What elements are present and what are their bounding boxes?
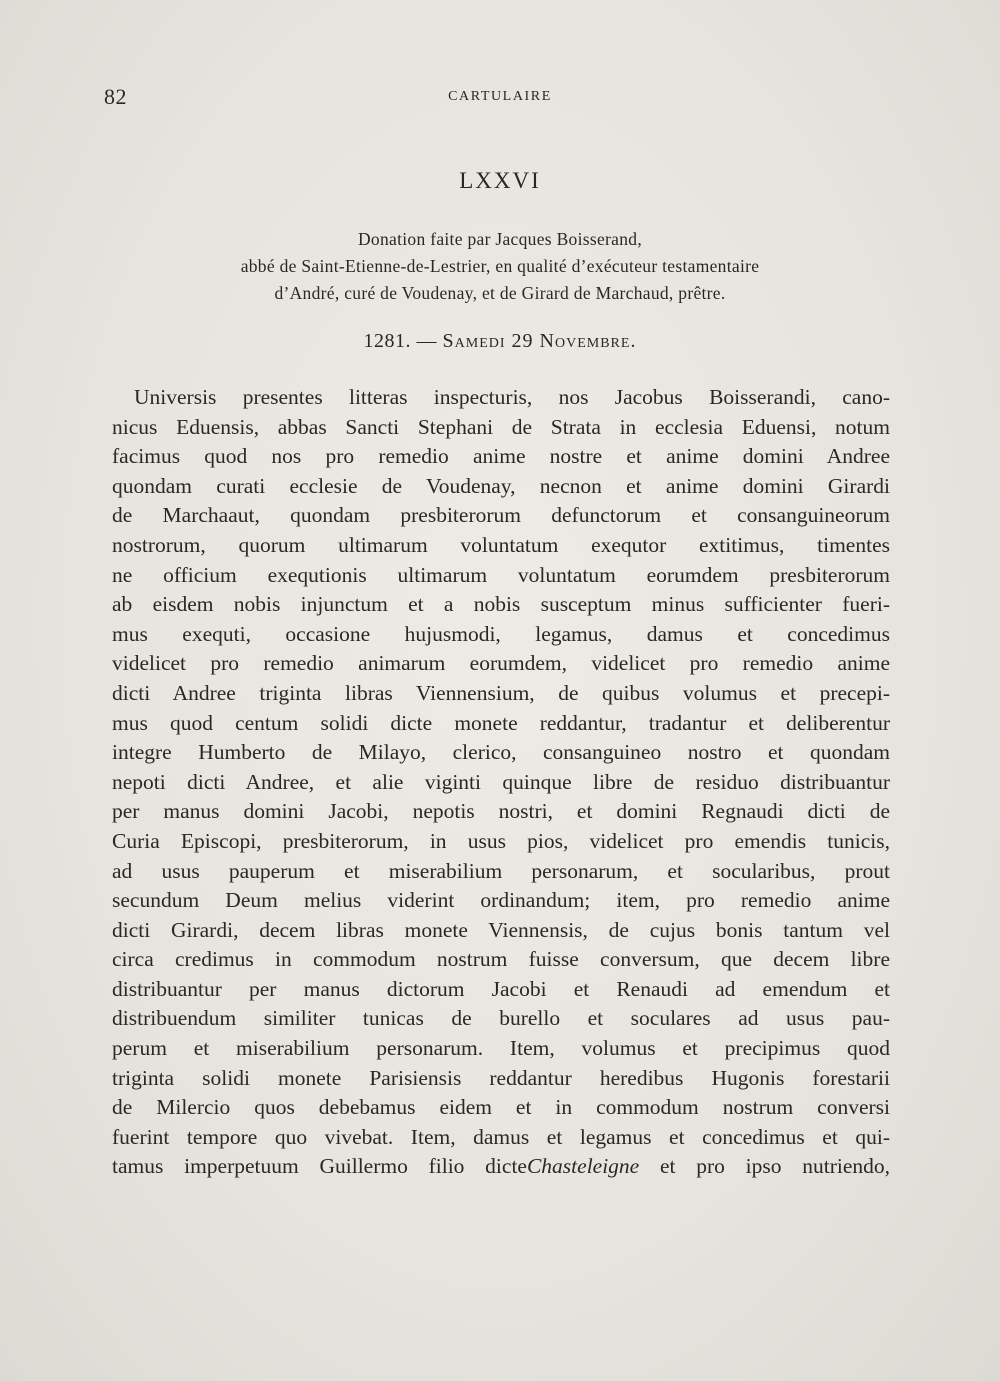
italic-name: Chasteleigne xyxy=(526,1154,640,1179)
text-line: secundum Deum melius viderint ordinandum; item, pro remedio anime xyxy=(112,888,890,913)
text-line: perum et miserabilium personarum. Item, volumus et precipimus quod xyxy=(112,1036,890,1061)
date-day: Samedi 29 Novembre. xyxy=(442,330,637,352)
text-line: de Marchaaut, quondam presbiterorum defunctorum et consanguineorum xyxy=(112,503,890,528)
text-line: nicus Eduensis, abbas Sancti Stephani de Strata in ecclesia Eduensi, notum xyxy=(112,414,890,439)
text-line: distribuantur per manus dictorum Jacobi et Renaudi ad emendum et xyxy=(112,976,890,1001)
text-line: dicti Andree triginta libras Viennensium, de quibus volumus et precepi- xyxy=(112,680,890,705)
running-title: CARTULAIRE xyxy=(448,89,552,104)
text-line: triginta solidi monete Parisiensis reddantur heredibus Hugonis forestarii xyxy=(112,1065,890,1090)
text-line: Curia Episcopi, presbiterorum, in usus pios, videlicet pro emendis tunicis, xyxy=(112,828,890,853)
page-number: 82 xyxy=(104,84,127,109)
text-line-last xyxy=(112,1152,890,1182)
text-line: distribuendum similiter tunicas de burello et soculares ad usus pau- xyxy=(112,1006,890,1031)
date-dash: — xyxy=(416,330,438,352)
text-line: fuerint tempore quo vivebat. Item, damus et legamus et concedimus et qui- xyxy=(112,1124,890,1149)
date-year: 1281. xyxy=(363,330,412,352)
text-line: videlicet pro remedio animarum eorumdem, videlicet pro remedio anime xyxy=(112,651,890,676)
summary-line: Donation faite par Jacques Boisserand, xyxy=(357,229,643,249)
summary-line: abbé de Saint-Etienne-de-Lestrier, en qualité d’exécuteur testamentaire xyxy=(240,256,760,276)
text-line: facimus quod nos pro remedio anime nostre et anime domini Andree xyxy=(112,444,890,469)
text-line: dicti Girardi, decem libras monete Viennensis, de cujus bonis tantum vel xyxy=(112,917,890,942)
last-line-end: et pro ipso nutriendo, xyxy=(659,1154,891,1179)
text-line: mus exequti, occasione hujusmodi, legamus, damus et concedimus xyxy=(112,621,890,646)
text-line: nepoti dicti Andree, et alie viginti quinque libre de residuo distribuantur xyxy=(112,769,890,794)
text-line: de Milercio quos debebamus eidem et in commodum nostrum conversi xyxy=(112,1095,890,1120)
charter-number: LXXVI xyxy=(459,168,541,193)
text-line: mus quod centum solidi dicte monete reddantur, tradantur et deliberentur xyxy=(112,710,890,735)
text-line: ne officium exequtionis ultimarum voluntatum eorumdem presbiterorum xyxy=(112,562,890,587)
last-line-start: tamus imperpetuum Guillermo filio dicte xyxy=(112,1154,527,1179)
charter-date xyxy=(0,330,1000,353)
text-line: ab eisdem nobis injunctum et a nobis susceptum minus sufficienter fueri- xyxy=(112,592,890,617)
text-line: circa credimus in commodum nostrum fuisse conversum, que decem libre xyxy=(112,947,890,972)
text-line: nostrorum, quorum ultimarum voluntatum exequtor extitimus, timentes xyxy=(112,532,890,557)
text-line: integre Humberto de Milayo, clerico, consanguineo nostro et quondam xyxy=(112,740,890,765)
text-line: Universis presentes litteras inspecturis, nos Jacobus Boisserandi, cano- xyxy=(134,385,890,409)
charter-summary xyxy=(130,226,870,307)
text-line: quondam curati ecclesie de Voudenay, necnon et anime domini Girardi xyxy=(112,473,890,498)
summary-line: d’André, curé de Voudenay, et de Girard de Marchaud, prêtre. xyxy=(274,283,726,303)
text-line: ad usus pauperum et miserabilium personarum, et socularibus, prout xyxy=(112,858,890,883)
text-line: per manus domini Jacobi, nepotis nostri, et domini Regnaudi dicti de xyxy=(112,799,890,824)
charter-text xyxy=(112,383,890,1182)
